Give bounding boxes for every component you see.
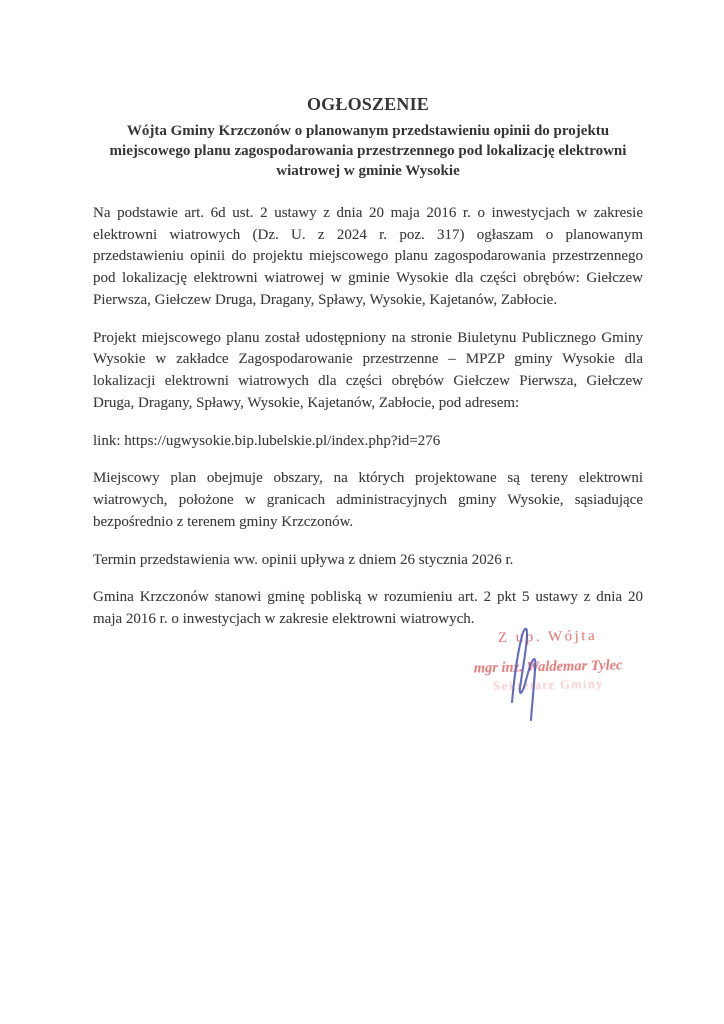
paragraph-legal-basis: Na podstawie art. 6d ust. 2 ustawy z dnia 20 maja 2016 r. o inwestycjach w zakresie elektrowni wiatrowych (Dz. U. z 2024 r. poz. 317) ogłaszam o planowanym przedstawieniu opinii do projektu miejscowego planu zagospodarowania przestrzennego pod lokalizację elektrowni wiatrowej w gminie Wysokie dla części obrębów: Giełczew Pierwsza, Giełczew Druga, Dragany, Spławy, Wysokie, Kajetanów, Zabłocie. bbox=[93, 204, 643, 308]
handwritten-signature-icon bbox=[496, 620, 556, 725]
stamp-name-line: mgr inż. Waldemar Tylec bbox=[473, 657, 623, 677]
paragraph-plan-scope: Miejscowy plan obejmuje obszary, na których projektowane są tereny elektrowni wiatrowych, położone w granicach administracyjnych gminy Wysokie, sąsiadujące bezpośrednio z terenem gminy Krzczonów. bbox=[93, 470, 643, 530]
paragraph-deadline: Termin przedstawienia ww. opinii upływa z dniem 26 stycznia 2026 r. bbox=[93, 551, 514, 568]
document-body bbox=[93, 94, 643, 647]
paragraph-plan-availability: Projekt miejscowego planu został udostępniony na stronie Biuletynu Publicznego Gminy Wysokie w zakładce Zagospodarowanie przestrzenne – MPZP gminy Wysokie dla lokalizacji elektrowni wiatrowych dla części obrębów Giełczew Pierwsza, Giełczew Druga, Dragany, Spławy, Wysokie, Kajetanów, Zabłocie, pod adresem: bbox=[93, 329, 643, 411]
link-line: link: https://ugwysokie.bip.lubelskie.pl/index.php?id=276 bbox=[93, 432, 441, 449]
paragraph-nearby-municipality: Gmina Krzczonów stanowi gminę pobliską w rozumieniu art. 2 pkt 5 ustawy z dnia 20 maja 2016 r. o inwestycjach w zakresie elektrowni wiatrowych. bbox=[93, 589, 643, 628]
stamp-position-line: Sekretarz Gminy bbox=[492, 675, 605, 694]
stamp-authorization-line: Z up. Wójta bbox=[497, 627, 598, 647]
document-subtitle: Wójta Gminy Krzczonów o planowanym przedstawieniu opinii do projektu miejscowego planu zagospodarowania przestrzennego pod lokalizację elektrowni wiatrowej w gminie Wysokie bbox=[109, 123, 627, 179]
document-title: OGŁOSZENIE bbox=[306, 94, 430, 114]
signature-stroke bbox=[512, 629, 535, 720]
